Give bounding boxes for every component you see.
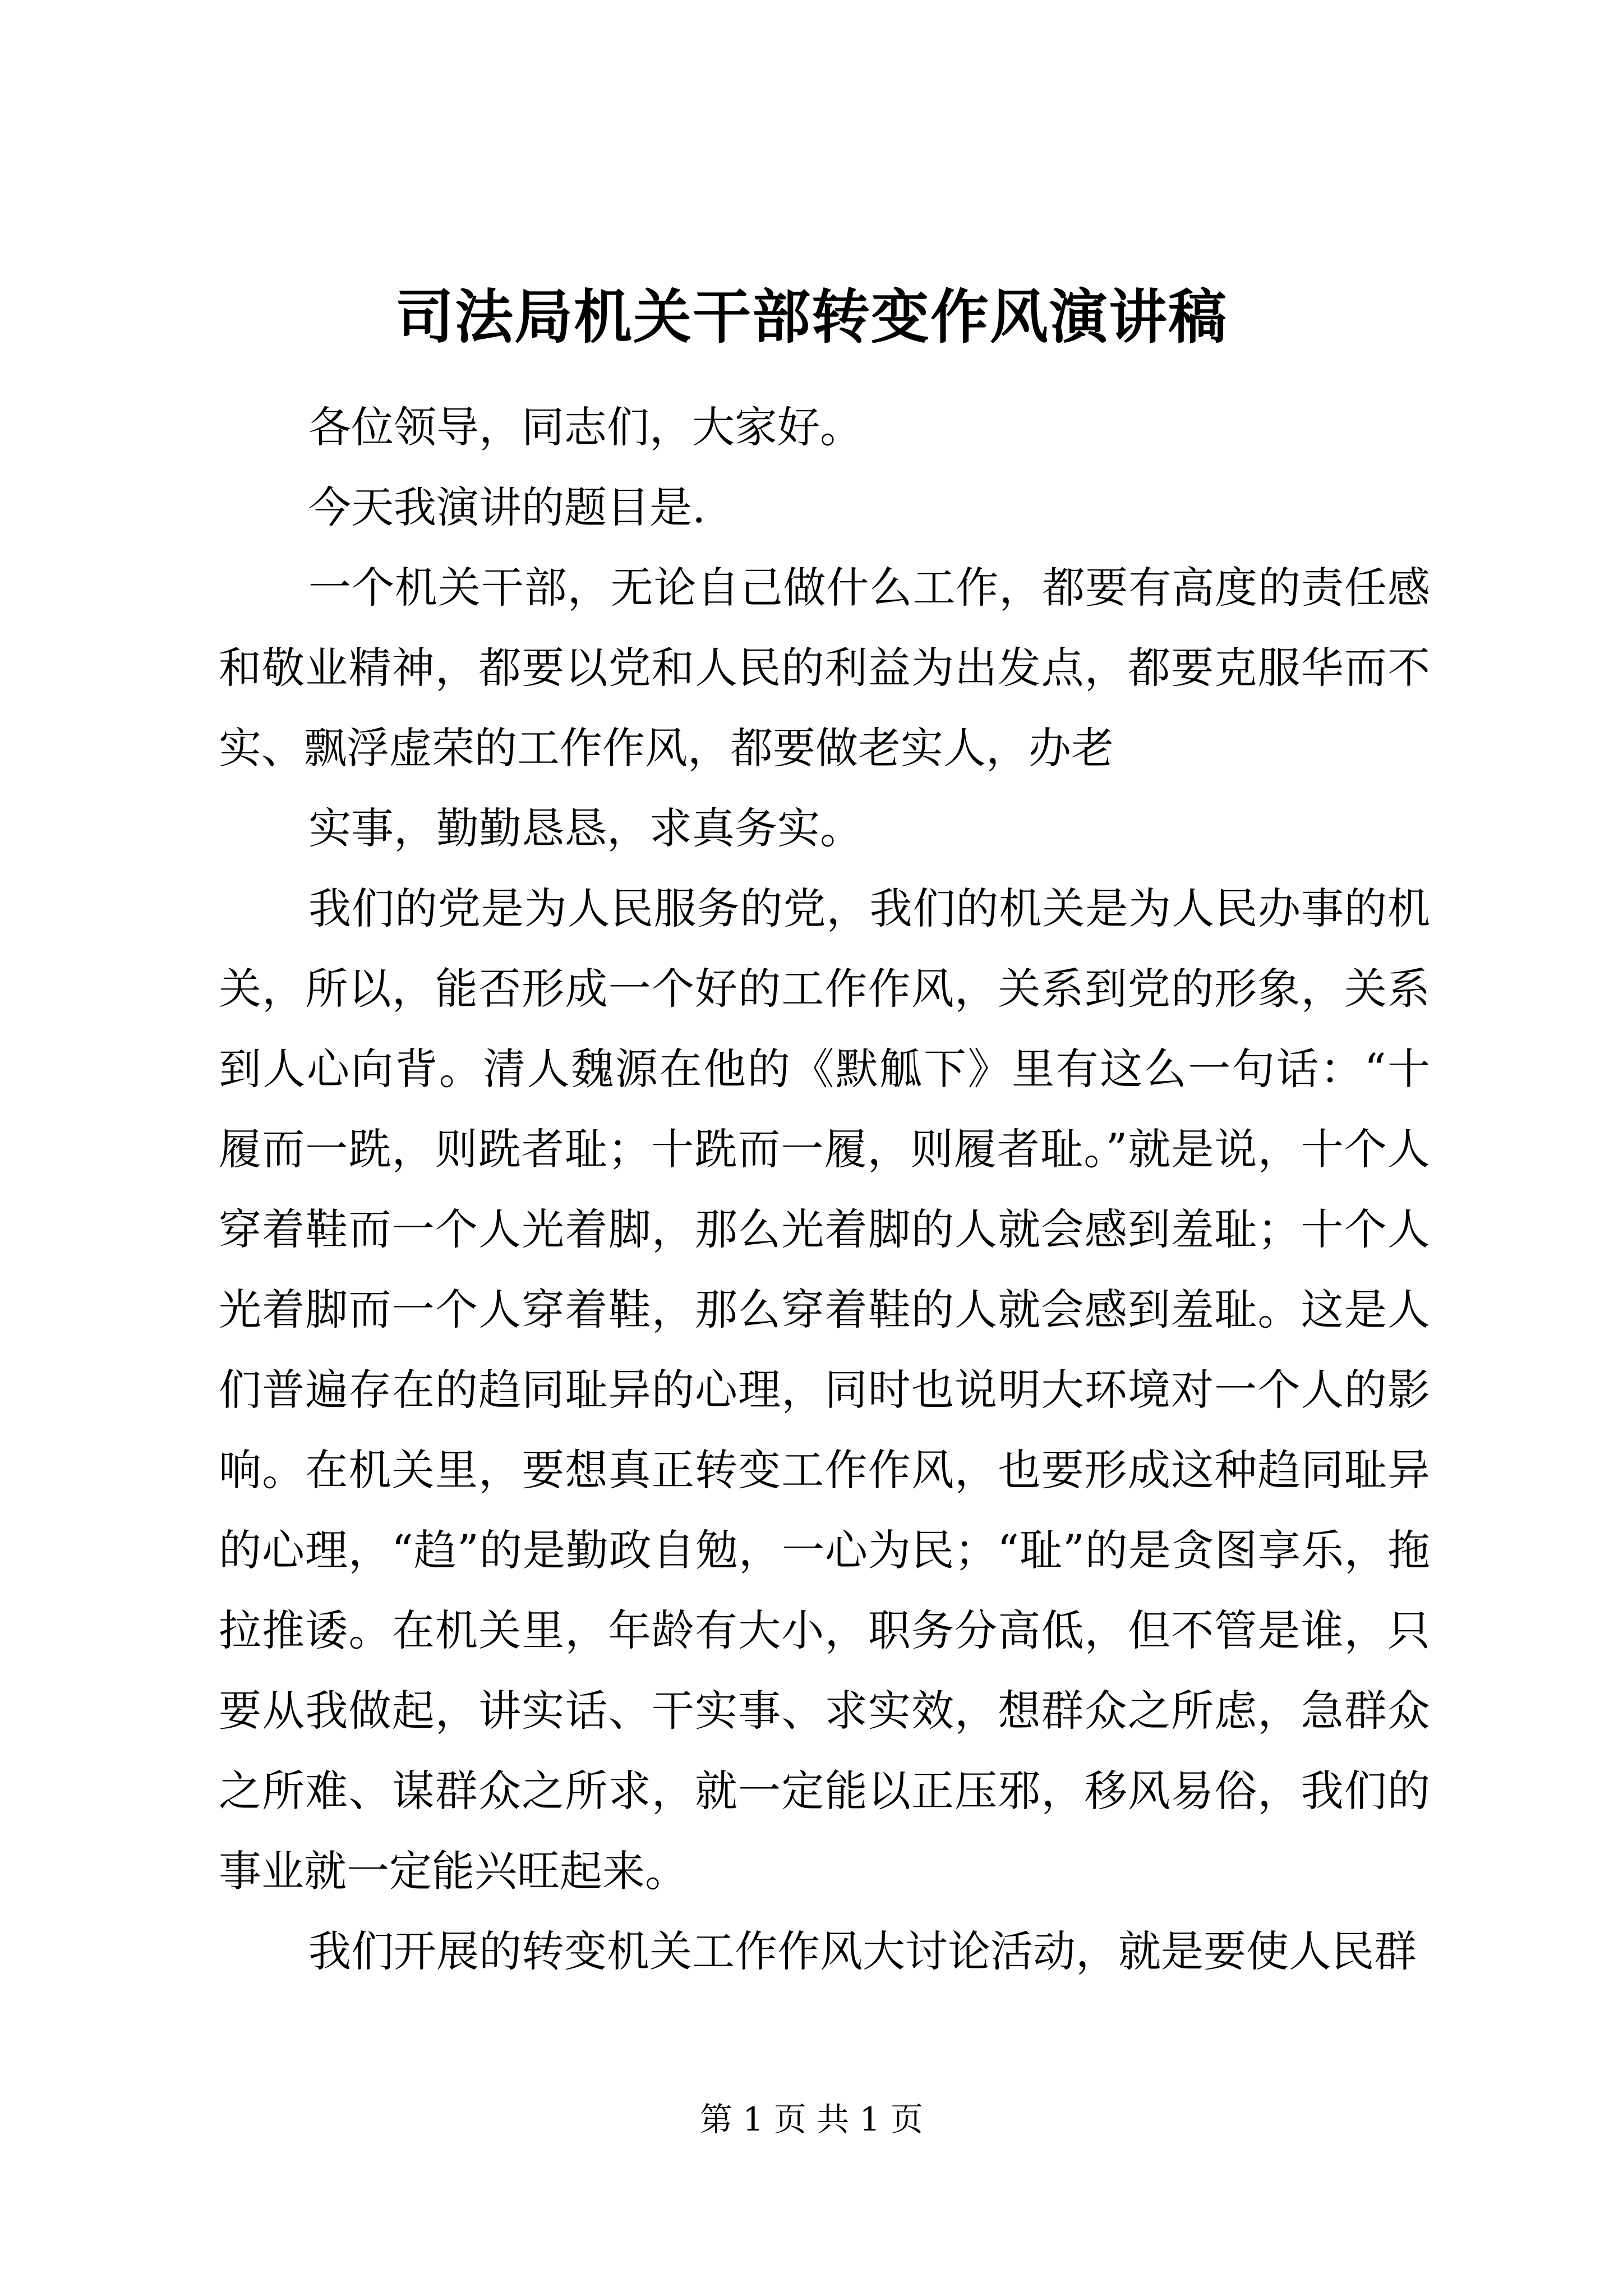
paragraph-discussion: 我们开展的转变机关工作作风大讨论活动，就是要使人民群 bbox=[308, 1926, 1417, 1976]
page-footer: 第 1 页 共 1 页 bbox=[700, 2100, 923, 2138]
document-body bbox=[219, 387, 1430, 1991]
paragraph-party-service: 我们的党是为人民服务的党，我们的机关是为人民办事的机关，所以，能否形成一个好的工作作风，关系到党的形象，关系到人心向背。清人魏源在他的《默觚下》里有这么一句话：“十履而一跣，则跣者耻；十跣而一履，则履者耻。”就是说，十个人穿着鞋而一个人光着脚，那么光着脚的人就会感到羞耻；十个人光着脚而一个人穿着鞋，那么穿着鞋的人就会感到羞耻。这是人们普遍存在的趋同耻异的心理，同时也说明大环境对一个人的影响。在机关里，要想真正转变工作作风，也要形成这种趋同耻异的心理，“趋”的是勤政自勉，一心为民；“耻”的是贪图享乐，拖拉推诿。在机关里，年龄有大小，职务分高低，但不管是谁，只要从我做起，讲实话、干实事、求实效，想群众之所虑，急群众之所难、谋群众之所求，就一定能以正压邪，移风易俗，我们的事业就一定能兴旺起来。 bbox=[219, 884, 1430, 1896]
document-title: 司法局机关干部转变作风演讲稿 bbox=[395, 282, 1228, 351]
paragraph-responsibility: 一个机关干部，无论自己做什么工作，都要有高度的责任感和敬业精神，都要以党和人民的利益为出发点，都要克服华而不实、飘浮虚荣的工作作风，都要做老实人，办老 bbox=[219, 563, 1430, 773]
paragraph-topic: 今天我演讲的题目是. bbox=[308, 482, 706, 532]
paragraph-greeting: 各位领导，同志们，大家好。 bbox=[308, 402, 863, 452]
paragraph-practical: 实事，勤勤恳恳，求真务实。 bbox=[308, 803, 863, 853]
